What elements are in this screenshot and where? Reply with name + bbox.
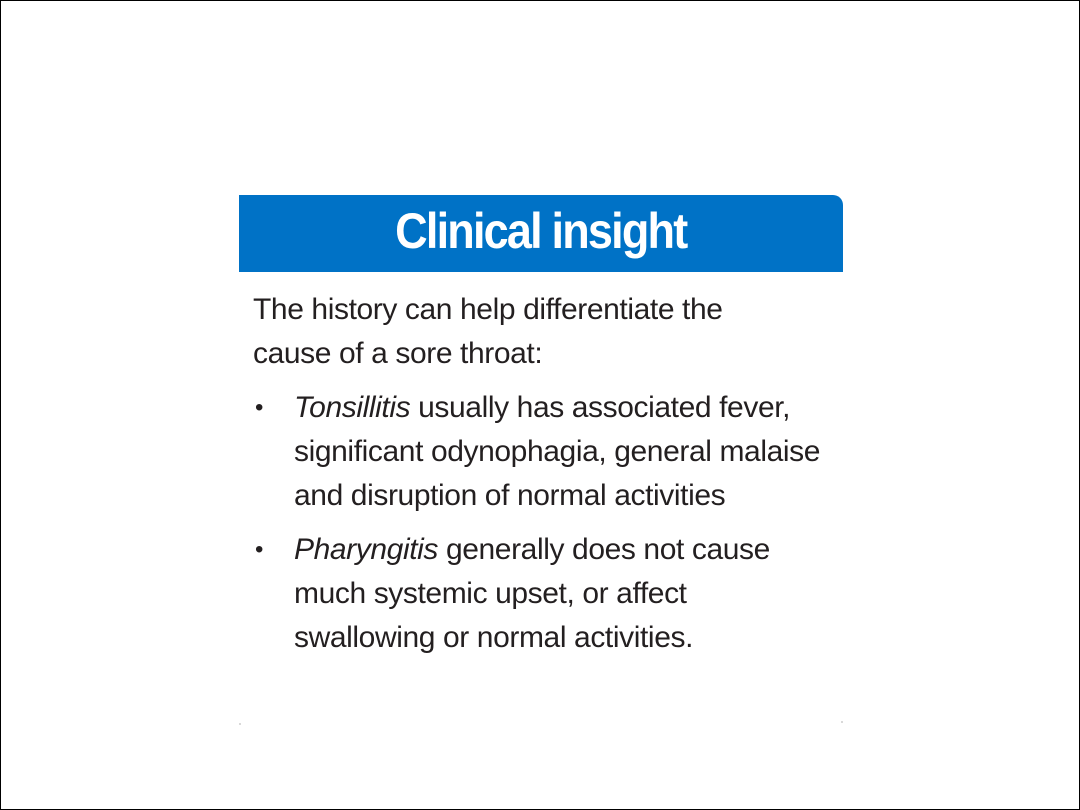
bullet-list [253,386,833,660]
bullet-item-tonsillitis [253,386,833,518]
bullet-icon: • [255,536,264,563]
bullet-text-pharyngitis: generally does not cause much systemic upset, or affect swallowing or normal activities. [294,533,770,654]
term-pharyngitis: Pharyngitis [294,533,439,566]
clinical-insight-header [239,195,843,272]
term-tonsillitis: Tonsillitis [294,391,411,424]
clinical-insight-body [253,288,833,670]
corner-mark-left [239,723,241,725]
bullet-item-pharyngitis [253,528,833,660]
corner-mark-right [841,721,843,723]
bullet-icon: • [255,394,264,421]
bullet-text-tonsillitis: usually has associated fever, significant odynophagia, general malaise and disruption of normal activities [294,391,821,512]
intro-text: The history can help differentiate the cause of a sore throat: [253,293,723,370]
box-title: Clinical insight [395,202,687,259]
